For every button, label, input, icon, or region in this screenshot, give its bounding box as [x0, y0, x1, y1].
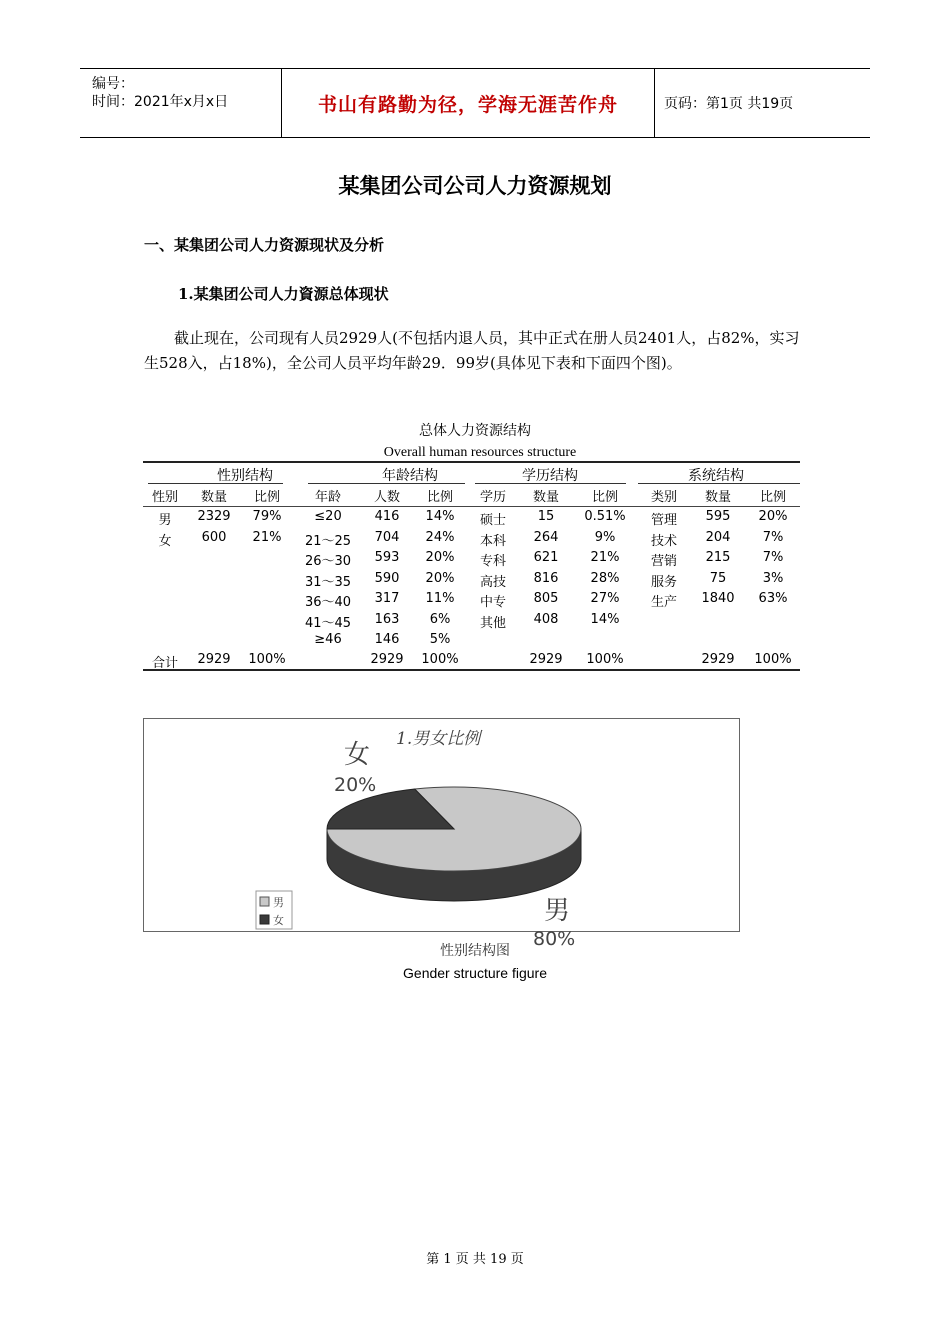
table-cell: 24% — [425, 529, 455, 545]
table-cell: 15 — [537, 509, 555, 524]
table-cell: 63% — [758, 591, 788, 606]
table-cell: 28% — [590, 570, 620, 586]
pie-svg — [144, 719, 739, 931]
table-cell: 6% — [429, 611, 451, 627]
group-underline — [475, 483, 626, 484]
table-cell: 79% — [252, 509, 282, 524]
table-caption-en: Overall human resources structure — [383, 445, 577, 460]
legend-label-male: 男 — [273, 896, 284, 909]
table-cell: 20% — [425, 570, 455, 586]
table-cell: 管理 — [650, 513, 678, 528]
table-group-header: 性别结构 — [217, 468, 273, 484]
table-cell: 9% — [594, 529, 616, 545]
percent-label-male: 80% — [533, 928, 576, 950]
slice-label-male: 男 — [544, 896, 571, 926]
table-cell: 408 — [533, 611, 559, 627]
table-column-header: 比例 — [426, 490, 454, 505]
table-cell: 204 — [705, 529, 731, 545]
table-column-header: 数量 — [532, 490, 560, 505]
table-column-header: 数量 — [704, 490, 732, 505]
table-cell: 21% — [590, 550, 620, 565]
table-cell: 146 — [374, 632, 400, 647]
table-total-cell: 2929 — [197, 652, 231, 667]
table-cell: 中专 — [479, 595, 507, 610]
table-cell: 0.51% — [584, 509, 626, 524]
page-info: 页码：第1页 共19页 — [664, 96, 794, 112]
chart-caption-en: Gender structure figure — [403, 965, 547, 981]
table-cell: 31～35 — [304, 574, 352, 590]
table-cell: 专科 — [479, 554, 507, 569]
table-group-header: 年龄结构 — [382, 468, 438, 484]
table-cell: 20% — [425, 550, 455, 565]
table-cell: 11% — [425, 591, 455, 606]
table-header-rule — [143, 506, 800, 507]
table-bottom-rule — [143, 669, 800, 671]
table-column-header: 人数 — [373, 490, 401, 505]
table-cell: 3% — [762, 570, 784, 586]
group-underline — [308, 483, 465, 484]
legend-label-female: 女 — [273, 914, 284, 927]
table-total-cell: 100% — [421, 652, 459, 667]
table-cell: 21% — [252, 529, 282, 545]
table-top-rule — [143, 461, 800, 463]
table-cell: 27% — [590, 591, 620, 606]
table-cell: 75 — [709, 570, 727, 586]
table-total-cell: 2929 — [370, 652, 404, 667]
table-cell: 590 — [374, 570, 400, 586]
legend-swatch-female — [260, 915, 269, 924]
table-cell: 163 — [374, 611, 400, 627]
table-cell: 317 — [374, 591, 400, 606]
table-cell: 21～25 — [304, 533, 352, 549]
table-column-header: 数量 — [200, 490, 228, 505]
table-cell: 1840 — [701, 591, 735, 606]
time-label: 时间：2021年x月x日 — [92, 94, 229, 110]
header-motto-cell — [281, 69, 655, 137]
table-cell: 7% — [762, 550, 784, 565]
table-cell: 本科 — [479, 533, 507, 549]
table-cell: 14% — [590, 611, 620, 627]
table-total-cell: 合计 — [151, 656, 179, 671]
table-total-cell: 100% — [754, 652, 792, 667]
section-heading: 一、某集团公司人力资源现状及分析 — [144, 236, 385, 254]
table-cell: 704 — [374, 529, 400, 545]
table-cell: 41～45 — [304, 615, 352, 631]
table-cell: 2329 — [197, 509, 231, 524]
header-meta — [80, 69, 280, 137]
table-cell: 26～30 — [304, 554, 352, 569]
table-cell: 20% — [758, 509, 788, 524]
chart-caption-cn: 性别结构图 — [440, 943, 510, 959]
table-column-header: 比例 — [253, 490, 281, 505]
percent-label-female: 20% — [334, 774, 377, 796]
table-cell: 816 — [533, 570, 559, 586]
table-caption-cn: 总体人力资源结构 — [419, 423, 531, 439]
table-cell: 36～40 — [304, 595, 352, 610]
doc-title: 某集团公司公司人力资源规划 — [338, 174, 612, 198]
table-total-cell: 2929 — [701, 652, 735, 667]
table-cell: 5% — [429, 632, 451, 647]
code-label: 编号： — [92, 76, 134, 92]
table-cell: 593 — [374, 550, 400, 565]
table-cell: 服务 — [650, 574, 678, 590]
table-group-header: 学历结构 — [522, 468, 578, 484]
table-cell: 600 — [201, 529, 227, 545]
table-column-header: 学历 — [479, 490, 507, 505]
page-header — [80, 68, 870, 138]
hr-structure-table — [143, 461, 800, 671]
table-cell: 硕士 — [479, 513, 507, 528]
table-cell: 14% — [425, 509, 455, 524]
subsection-heading: 1.某集团公司人力資源总体现状 — [178, 285, 389, 303]
table-cell: 621 — [533, 550, 559, 565]
body-paragraph: 截止现在，公司现有人员2929人(不包括内退人员，其中正式在册人员2401人，占82%，实习生528入，占18%)，全公司人员平均年龄29．99岁(具体见下表和下面四个图)。 — [144, 329, 800, 372]
slice-label-female: 女 — [344, 740, 371, 770]
table-column-header: 比例 — [759, 490, 787, 505]
table-group-header: 系统结构 — [688, 468, 744, 484]
table-column-header: 比例 — [591, 490, 619, 505]
table-cell: 416 — [374, 509, 400, 524]
group-underline — [148, 483, 283, 484]
motto: 书山有路勤为径，学海无涯苦作舟 — [317, 93, 618, 116]
legend-swatch-male — [260, 897, 269, 906]
table-cell: ≥46 — [314, 632, 342, 647]
table-cell: 女 — [158, 533, 172, 549]
table-total-cell: 100% — [586, 652, 624, 667]
table-cell: 生产 — [650, 595, 678, 610]
table-total-cell: 100% — [248, 652, 286, 667]
header-page-cell — [654, 69, 870, 137]
table-cell: 595 — [705, 509, 731, 524]
table-cell: 805 — [533, 591, 559, 606]
table-column-header: 年龄 — [314, 490, 342, 505]
table-cell: 高技 — [479, 574, 507, 590]
table-column-header: 类别 — [650, 490, 678, 505]
table-column-header: 性别 — [151, 490, 179, 505]
chart-title: 1.男女比例 — [396, 729, 481, 749]
gender-pie-chart — [143, 718, 740, 932]
table-cell: 7% — [762, 529, 784, 545]
group-underline — [638, 483, 800, 484]
page-footer: 第 1 页 共 19 页 — [426, 1252, 524, 1267]
table-total-cell: 2929 — [529, 652, 563, 667]
table-cell: 264 — [533, 529, 559, 545]
table-cell: 技术 — [650, 533, 678, 549]
table-cell: ≤20 — [314, 509, 342, 524]
table-cell: 营销 — [650, 554, 678, 569]
table-cell: 男 — [158, 513, 172, 528]
table-cell: 215 — [705, 550, 731, 565]
table-cell: 其他 — [479, 615, 507, 631]
